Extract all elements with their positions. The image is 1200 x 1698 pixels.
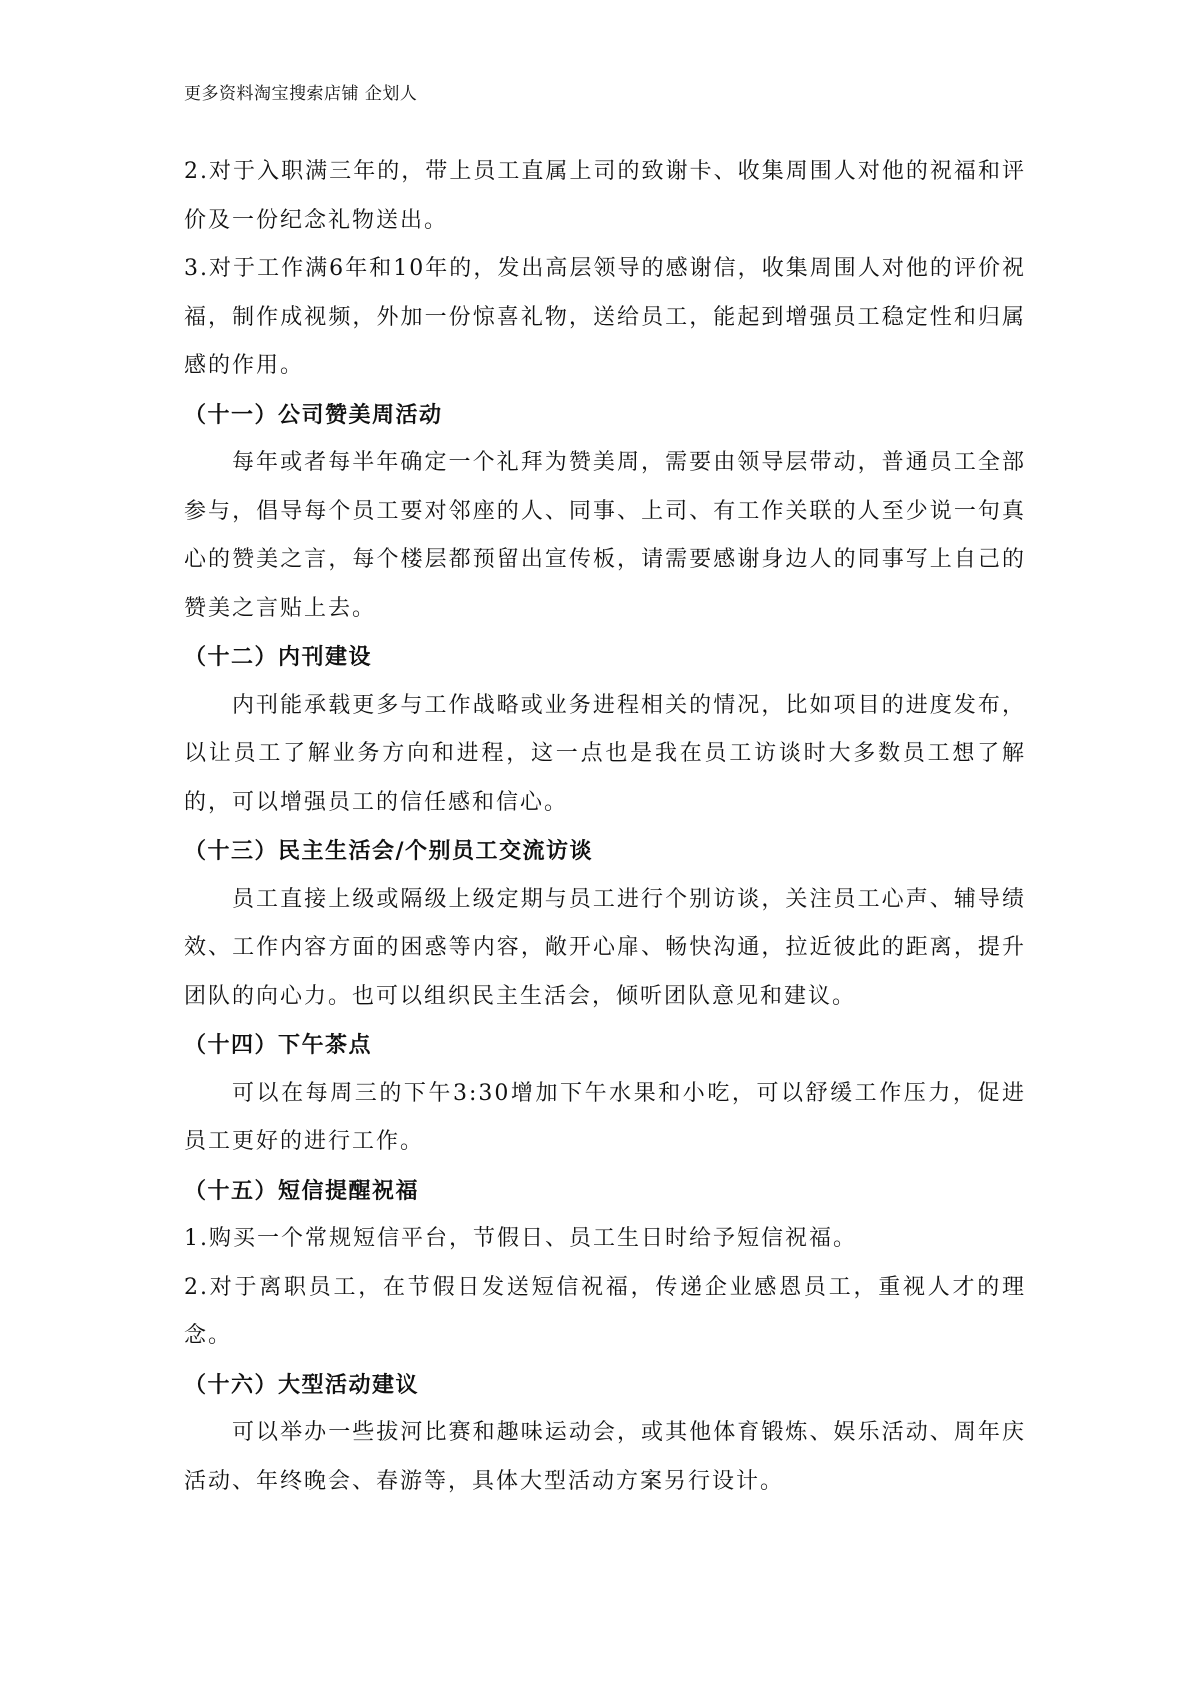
section-heading-14: （十四）下午茶点 bbox=[184, 1032, 373, 1058]
section-heading-13: （十三）民主生活会/个别员工交流访谈 bbox=[184, 838, 594, 864]
paragraph-item-2-thanks-card: 2.对于入职满三年的，带上员工直属上司的致谢卡、收集周围人对他的祝福和评价及一份纪念礼物送出。 bbox=[184, 159, 1026, 233]
paragraph-item-3-thank-you-letter: 3.对于工作满6年和10年的，发出高层领导的感谢信，收集周围人对他的评价祝福，制作成视频，外加一份惊喜礼物，送给员工，能起到增强员工稳定性和归属感的作用。 bbox=[184, 256, 1026, 378]
section-heading-12: （十二）内刊建设 bbox=[184, 644, 373, 670]
paragraph-sms-platform: 1.购买一个常规短信平台，节假日、员工生日时给予短信祝福。 bbox=[184, 1226, 857, 1251]
section-heading-11: （十一）公司赞美周活动 bbox=[184, 401, 443, 428]
paragraph-internal-publication: 内刊能承载更多与工作战略或业务进程相关的情况，比如项目的进度发布，以让员工了解业务方向和进程，这一点也是我在员工访谈时大多数员工想了解的，可以增强员工的信任感和信心。 bbox=[184, 692, 1026, 815]
paragraph-afternoon-tea: 可以在每周三的下午3:30增加下午水果和小吃，可以舒缓工作压力，促进员工更好的进行工作。 bbox=[184, 1080, 1026, 1154]
paragraph-large-events: 可以举办一些拔河比赛和趣味运动会，或其他体育锻炼、娱乐活动、周年庆活动、年终晚会、春游等，具体大型活动方案另行设计。 bbox=[184, 1420, 1026, 1494]
section-heading-15: （十五）短信提醒祝福 bbox=[184, 1177, 420, 1204]
paragraph-interviews: 员工直接上级或隔级上级定期与员工进行个别访谈，关注员工心声、辅导绩效、工作内容方面的困惑等内容，敞开心扉、畅快沟通，拉近彼此的距离，提升团队的向心力。也可以组织民主生活会，倾听团队意见和建议。 bbox=[184, 886, 1026, 1009]
paragraph-praise-week: 每年或者每半年确定一个礼拜为赞美周，需要由领导层带动，普通员工全部参与，倡导每个员工要对邻座的人、同事、上司、有工作关联的人至少说一句真心的赞美之言，每个楼层都预留出宣传板，请需要感谢身边人的同事写上自己的赞美之言贴上去。 bbox=[184, 450, 1026, 621]
section-heading-16: （十六）大型活动建议 bbox=[184, 1371, 420, 1398]
page-header: 更多资料淘宝搜索店铺 企划人 bbox=[184, 84, 418, 104]
document-body bbox=[184, 148, 1026, 1506]
paragraph-sms-former-employees: 2.对于离职员工，在节假日发送短信祝福，传递企业感恩员工，重视人才的理念。 bbox=[184, 1274, 1026, 1348]
